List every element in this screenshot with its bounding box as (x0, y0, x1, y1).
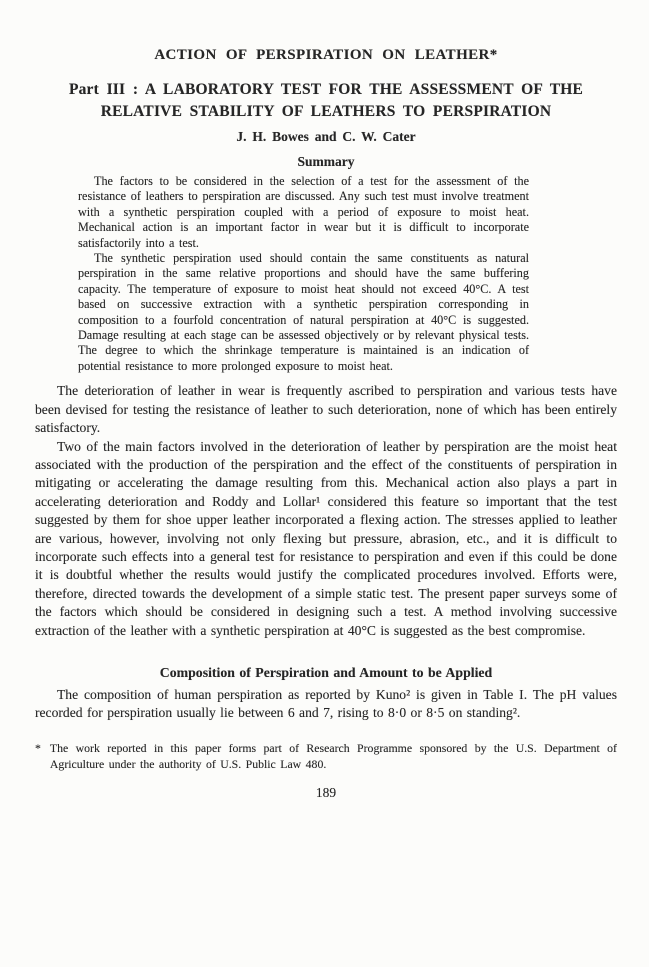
section-heading: Composition of Perspiration and Amount to be Applied (159, 664, 493, 680)
body-paragraph: Two of the main factors involved in the deterioration of leather by perspiration are the moist heat associated with the production of the perspiration and the effect of the constituents of perspiration in mitigating or accelerating the damage resulting from this. Mechanical action also plays a part in accelerating deterioration and Roddy and Lollar¹ considered this feature so important that the test suggested by them for shoe upper leather incorporated a flexing action. The stresses applied to leather are various, however, involving not only flexing but pressure, abrasion, etc., and it is difficult to incorporate such effects into a general test for resistance to perspiration and even if this could be done it is doubtful whether the results would justify the complicated procedures involved. Efforts were, therefore, directed towards the development of a simple static test. The present paper surveys some of the factors which should be considered in designing such a test. A method involving successive extraction of the leather with a synthetic perspiration at 40°C is suggested as the best compromise. (35, 438, 617, 638)
body-text (35, 382, 617, 640)
part-heading (35, 79, 617, 122)
footnote-marker: * (35, 740, 41, 755)
footnote-text: The work reported in this paper forms part of Research Programme sponsored by the U.S. Department of Agriculture under the authority of U.S. Public Law 480. (49, 740, 617, 771)
part-heading-line-1: Part III : A LABORATORY TEST FOR THE ASSESSMENT OF THE (68, 81, 584, 98)
section-text (35, 686, 617, 723)
summary-paragraph: The factors to be considered in the selection of a test for the assessment of the resistance of leathers to perspiration are discussed. Any such test must involve treatment with a synthetic perspiration coupled with a period of exposure to moist heat. Mechanical action is an important factor in wear but it is difficult to incorporate satisfactorily into a test. (78, 174, 529, 250)
authors-line: J. H. Bowes and C. W. Cater (236, 129, 416, 144)
part-heading-line-2: RELATIVE STABILITY OF LEATHERS TO PERSPIRATION (100, 102, 552, 120)
summary-paragraph: The synthetic perspiration used should contain the same constituents as natural perspiration in the same relative proportions and should have the same buffering capacity. The temperature of exposure to moist heat should not exceed 40°C. A test based on successive extraction with a synthetic perspiration corresponding in composition to a fourfold concentration of natural perspiration at 40°C is suggested. Damage resulting at each stage can be assessed objectively or by relevant physical tests. The degree to which the shrinkage temperature is maintained is an indication of potential resistance to more prolonged exposure to moist heat. (78, 251, 529, 373)
section-paragraph: The composition of human perspiration as reported by Kuno² is given in Table I. The pH values recorded for perspiration usually lie between 6 and 7, rising to 8·0 or 8·5 on standing². (35, 686, 617, 721)
body-paragraph: The deterioration of leather in wear is frequently ascribed to perspiration and various tests have been devised for testing the resistance of leather to such deterioration, none of which has been entirely satisfactory. (35, 383, 617, 436)
page-number: 189 (315, 785, 337, 801)
footnote (35, 740, 617, 772)
summary-heading: Summary (297, 154, 355, 169)
summary-block (78, 174, 529, 374)
paper-title: ACTION OF PERSPIRATION ON LEATHER* (154, 47, 498, 63)
